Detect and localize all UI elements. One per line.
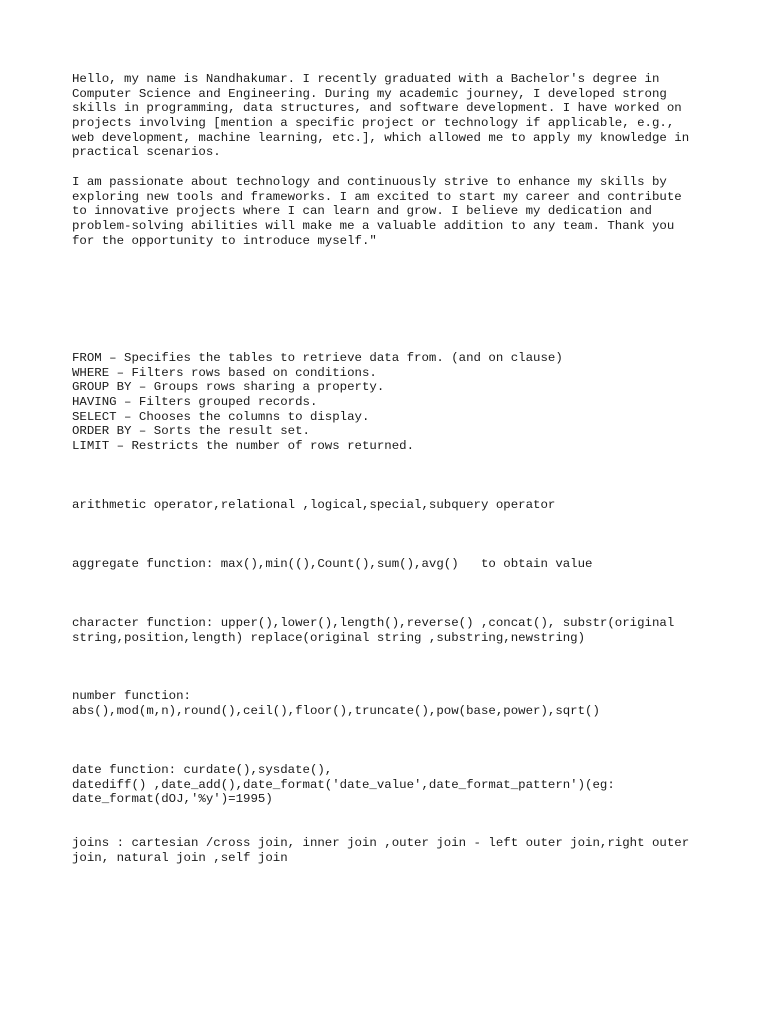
joins-note — [72, 836, 712, 865]
aggregate-functions-note — [72, 557, 712, 572]
text-line: Computer Science and Engineering. During my academic journey, I developed strong — [72, 86, 667, 101]
sql-clause-having: HAVING – Filters grouped records. — [72, 395, 318, 410]
sql-clause-order-by: ORDER BY – Sorts the result set. — [72, 424, 310, 439]
text-line: for the opportunity to introduce myself." — [72, 233, 377, 248]
operators-note — [72, 498, 712, 513]
text-line: skills in programming, data structures, and software development. I have worked on — [72, 101, 682, 116]
text-line: aggregate function: max(),min((),Count(),sum(),avg() to obtain value — [72, 557, 593, 571]
sql-clause-group-by: GROUP BY – Groups rows sharing a property. — [72, 380, 385, 395]
text-line: date function: curdate(),sysdate(), — [72, 763, 333, 777]
text-line: projects involving [mention a specific project or technology if applicable, e.g., — [72, 116, 675, 131]
text-line: I am passionate about technology and continuously strive to enhance my skills by — [72, 175, 667, 189]
intro-paragraph-1 — [72, 72, 712, 160]
text-line: Hello, my name is Nandhakumar. I recently graduated with a Bachelor's degree in — [72, 72, 660, 86]
text-line: character function: upper(),lower(),length(),reverse() ,concat(), substr(original — [72, 616, 675, 630]
date-functions-note — [72, 763, 712, 807]
text-line: number function: — [72, 689, 191, 703]
intro-paragraph-2 — [72, 175, 712, 248]
sql-clause-order-list — [72, 351, 712, 454]
text-line: web development, machine learning, etc.], which allowed me to apply my knowledge in — [72, 130, 690, 145]
text-line: string,position,length) replace(original string ,substring,newstring) — [72, 630, 586, 645]
sql-clause-where: WHERE – Filters rows based on conditions. — [72, 365, 377, 380]
text-line: join, natural join ,self join — [72, 850, 288, 865]
text-line: problem-solving abilities will make me a valuable addition to any team. Thank you — [72, 219, 675, 234]
text-line: arithmetic operator,relational ,logical,special,subquery operator — [72, 498, 556, 512]
character-functions-note — [72, 616, 712, 645]
text-line: to innovative projects where I can learn and grow. I believe my dedication and — [72, 204, 652, 219]
text-line: exploring new tools and frameworks. I am excited to start my career and contribute — [72, 189, 682, 204]
text-line: abs(),mod(m,n),round(),ceil(),floor(),truncate(),pow(base,power),sqrt() — [72, 703, 600, 718]
text-line: datediff() ,date_add(),date_format('date_value',date_format_pattern')(eg: — [72, 777, 615, 792]
sql-clause-from: FROM – Specifies the tables to retrieve data from. (and on clause) — [72, 351, 563, 365]
number-functions-note — [72, 689, 712, 718]
sql-clause-select: SELECT – Chooses the columns to display. — [72, 409, 370, 424]
text-line: joins : cartesian /cross join, inner join ,outer join - left outer join,right outer — [72, 836, 690, 850]
text-line: practical scenarios. — [72, 145, 221, 160]
sql-clause-limit: LIMIT – Restricts the number of rows returned. — [72, 439, 415, 454]
text-line: date_format(dOJ,'%y')=1995) — [72, 792, 273, 807]
